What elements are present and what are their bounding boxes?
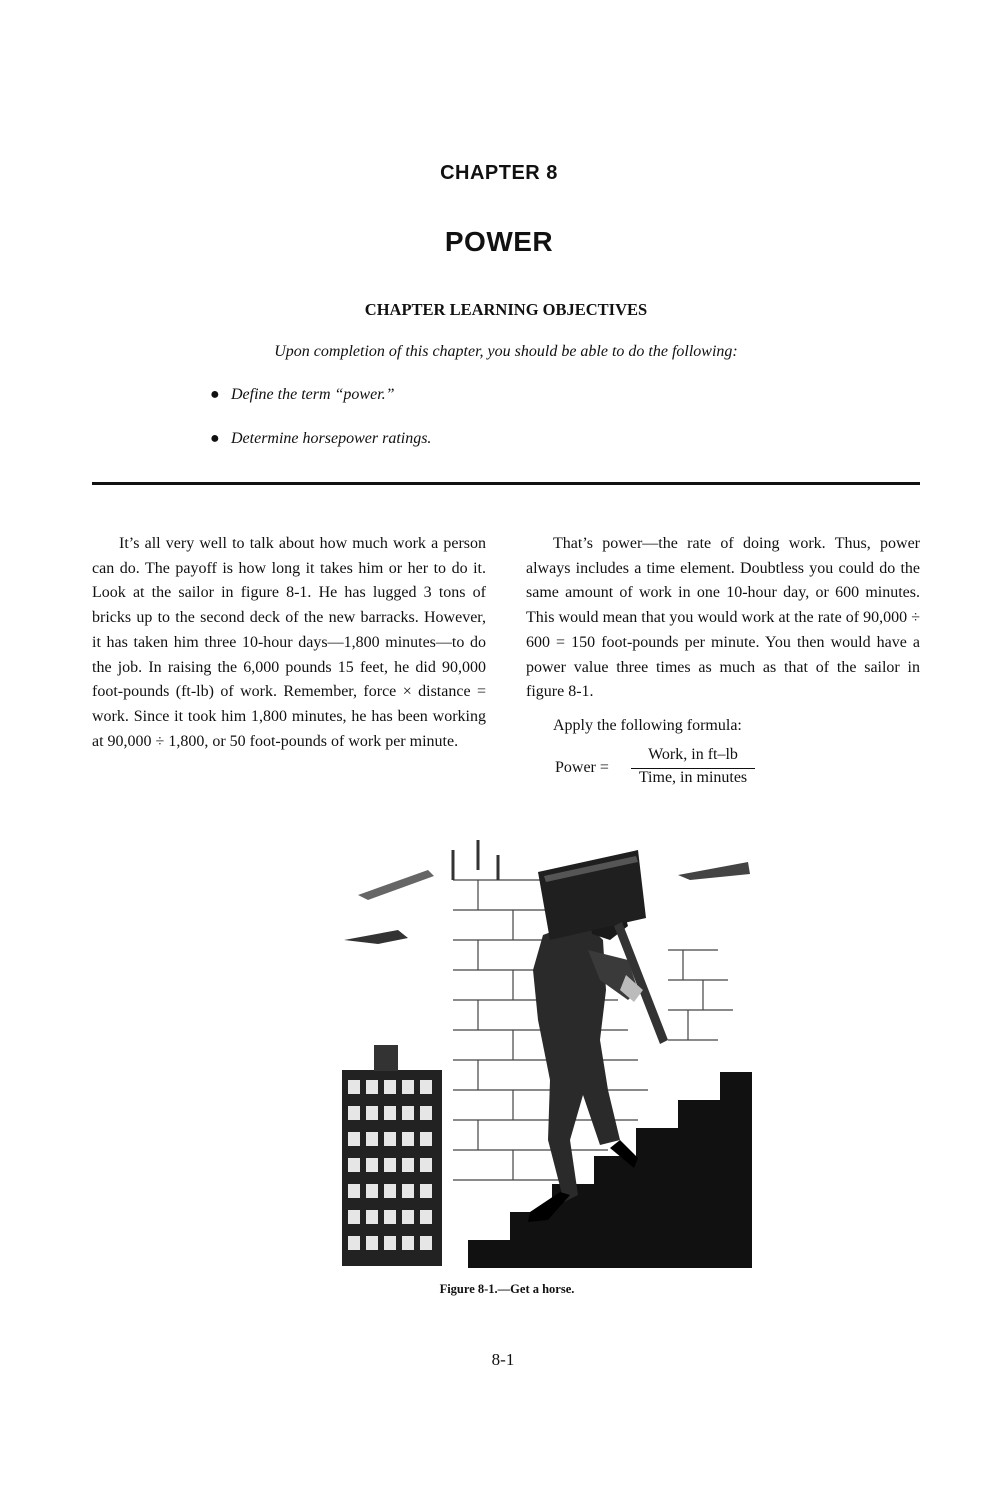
objectives-heading: CHAPTER LEARNING OBJECTIVES	[364, 300, 648, 319]
bullet-icon: ●	[210, 386, 220, 403]
objective-item	[210, 386, 395, 404]
chapter-label: CHAPTER 8	[440, 162, 558, 184]
power-formula	[555, 746, 775, 792]
objective-text: Define the term “power.”	[231, 386, 395, 403]
figure-caption: Figure 8-1.—Get a horse.	[439, 1282, 575, 1296]
objective-text: Determine horsepower ratings.	[231, 430, 432, 447]
left-column	[92, 532, 486, 754]
right-column	[526, 532, 920, 739]
section-divider	[92, 482, 920, 485]
figure-sailor-carrying-bricks	[338, 840, 752, 1268]
formula-numerator: Work, in ft–lb	[648, 746, 738, 763]
body-paragraph: Apply the following formula:	[553, 716, 742, 734]
formula-denominator: Time, in minutes	[638, 769, 748, 786]
body-paragraph: That’s power—the rate of doing work. Thus, power always includes a time element. Doubtless you could do the same amount of work in one 10-hour day, or 600 minutes. This would mean that you would work at the rate of 90,000 ÷ 600 = 150 foot-pounds per minute. You then would have a power value three times as much as that of the sailor in figure 8-1.	[526, 535, 920, 701]
chapter-title: POWER	[444, 226, 554, 257]
bullet-icon: ●	[210, 430, 220, 447]
body-paragraph: It’s all very well to talk about how much work a person can do. The payoff is how long it takes him or her to do it. Look at the sailor in figure 8-1. He has lugged 3 tons of bricks up to the second deck of the new barracks. However, it has taken him three 10-hour days—1,800 minutes—to do the job. In raising the 6,000 pounds 15 feet, he did 90,000 foot-pounds (ft-lb) of work. Remember, force × distance = work. Since it took him 1,800 minutes, he has been working at 90,000 ÷ 1,800, or 50 foot-pounds of work per minute.	[92, 535, 486, 750]
formula-lhs: Power =	[555, 759, 609, 776]
sailor-illustration	[338, 840, 752, 1268]
objective-item	[210, 430, 431, 448]
objectives-intro: Upon completion of this chapter, you should be able to do the following:	[274, 343, 738, 360]
page-number: 8-1	[491, 1350, 515, 1369]
